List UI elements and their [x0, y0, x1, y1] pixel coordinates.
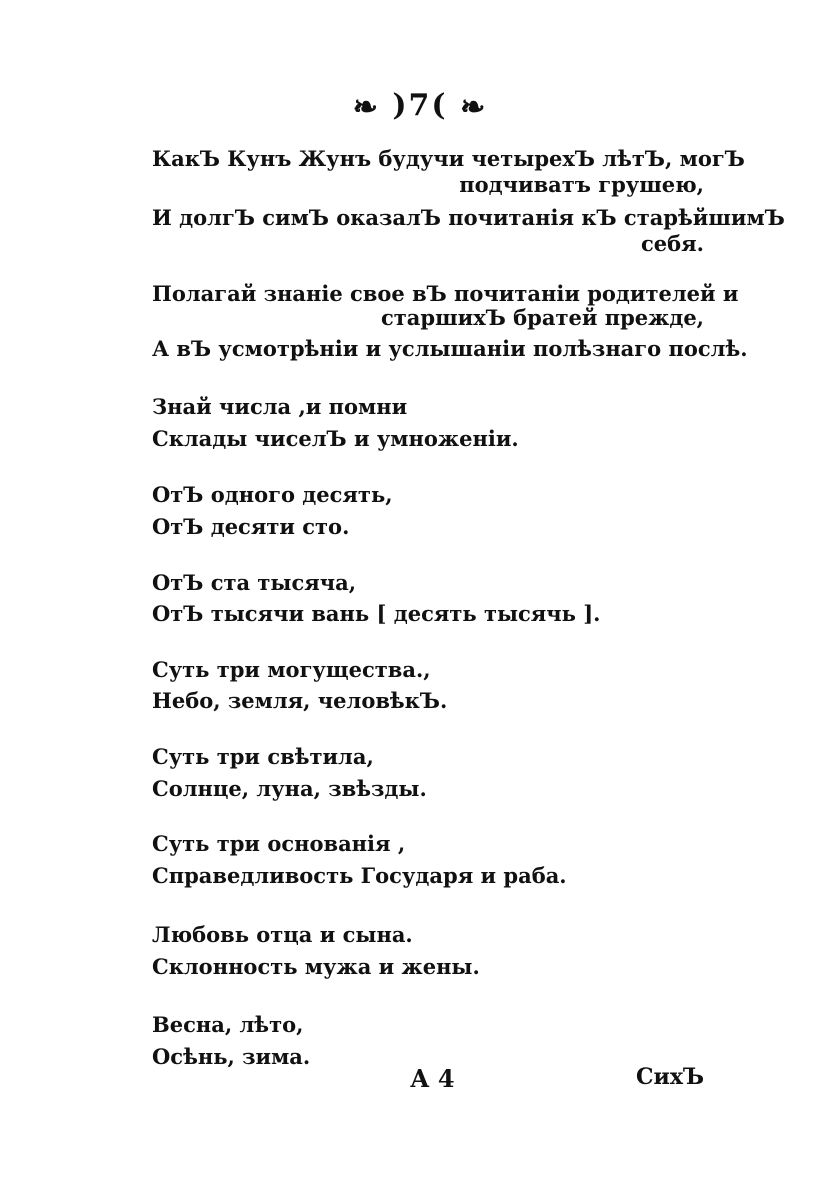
signature-mark: А 4	[410, 1064, 455, 1093]
text-line: Любовь отца и сына.	[152, 922, 413, 947]
text-line: Небо, земля, человѣкЪ.	[152, 688, 448, 713]
text-line: ОтЪ десяти сто.	[152, 514, 350, 539]
text-line: Полагай знаніе свое вЪ почитаніи родителей и	[152, 281, 739, 306]
text-line: Склонность мужа и жены.	[152, 954, 480, 979]
catchword: СихЪ	[636, 1064, 704, 1090]
text-line: старшихЪ братей прежде,	[381, 305, 704, 330]
text-line: ОтЪ одного десять,	[152, 482, 393, 507]
page-header	[0, 88, 840, 125]
text-line: Суть три основанія ,	[152, 831, 406, 856]
text-line: ОтЪ тысячи вань [ десять тысячь ].	[152, 601, 601, 626]
text-line: И долгЪ симЪ оказалЪ почитанія кЪ старѣйшимЪ	[152, 205, 785, 230]
text-line: Весна, лѣто,	[152, 1012, 304, 1037]
text-line: Солнце, луна, звѣзды.	[152, 776, 427, 801]
text-line: Осѣнь, зима.	[152, 1044, 311, 1069]
text-line: КакЪ Кунъ Жунъ будучи четырехЪ лѣтЪ, могЪ	[152, 146, 745, 171]
text-line: Справедливость Государя и раба.	[152, 863, 567, 888]
left-ornament-icon: ❧	[352, 89, 380, 125]
page-number: )7(	[392, 88, 448, 123]
text-line: ОтЪ ста тысяча,	[152, 570, 357, 595]
text-line: А вЪ усмотрѣніи и услышаніи полѣзнаго послѣ.	[152, 336, 748, 361]
text-line: Суть три свѣтила,	[152, 744, 374, 769]
text-line: себя.	[641, 231, 704, 256]
text-line: Знай числа ,и помни	[152, 394, 408, 419]
text-line: подчиватъ грушею,	[459, 172, 704, 197]
text-line: Суть три могущества.,	[152, 657, 431, 682]
right-ornament-icon: ❧	[460, 89, 488, 125]
text-line: Склады чиселЪ и умноженіи.	[152, 426, 519, 451]
